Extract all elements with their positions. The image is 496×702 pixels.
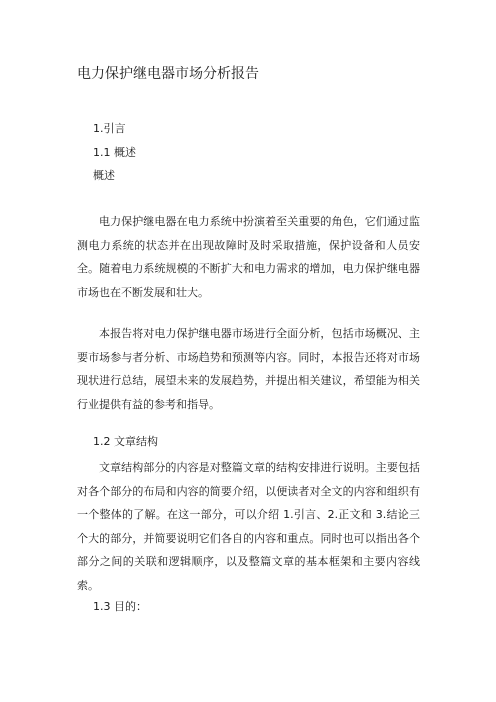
overview-label: 概述 <box>93 169 115 182</box>
document-title: 电力保护继电器市场分析报告 <box>77 66 259 82</box>
heading-introduction: 1.引言 <box>93 122 126 135</box>
paragraph-overview-2: 本报告将对电力保护继电器市场进行全面分析，包括市场概况、主要市场参与者分析、市场趋势和预测等内容。同时，本报告还将对市场现状进行总结，展望未来的发展趋势，并提出相关建议，希望能为相关行业提供有益的参考和指导。 <box>77 327 420 411</box>
paragraph-overview-1: 电力保护继电器在电力系统中扮演着至关重要的角色，它们通过监测电力系统的状态并在出现故障时及时采取措施，保护设备和人员安全。随着电力系统规模的不断扩大和电力需求的增加，电力保护继电器市场也在不断发展和壮大。 <box>77 215 420 299</box>
paragraph-article-structure: 文章结构部分的内容是对整篇文章的结构安排进行说明。主要包括对各个部分的布局和内容的简要介绍，以便读者对全文的内容和组织有一个整体的了解。在这一部分，可以介绍 1.引言、2.正文和 3.结论三个大的部分，并简要说明它们各自的内容和重点。同时也可以指出各个部分之间的关联和逻辑顺序，以及整篇文章的基本框架和主要内容线索。 <box>77 461 420 592</box>
heading-article-structure: 1.2 文章结构 <box>93 435 158 448</box>
heading-overview: 1.1 概述 <box>93 146 136 159</box>
heading-purpose: 1.3 目的： <box>93 600 147 613</box>
